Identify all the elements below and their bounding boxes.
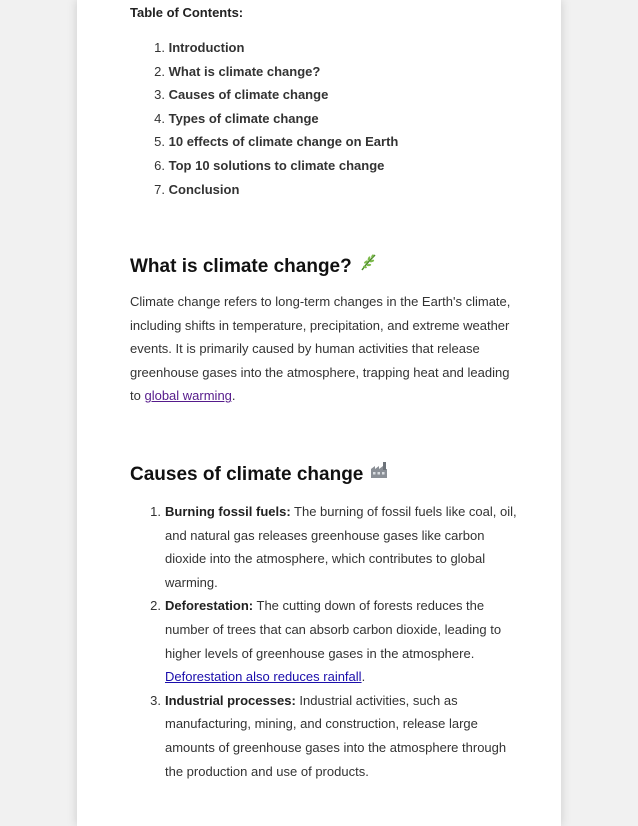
toc-number: 5.: [154, 134, 165, 150]
global-warming-link[interactable]: global warming: [144, 388, 232, 404]
toc-item-causes[interactable]: [130, 83, 510, 107]
toc-item-introduction[interactable]: [130, 36, 510, 60]
table-of-contents: [130, 36, 510, 201]
cause-text: The burning of fossil fuels like coal, oil, and natural gas releases greenhouse gases like carbon dioxide into the atmosphere, which contributes to global warming.: [165, 504, 517, 590]
cause-title: Deforestation:: [165, 598, 254, 614]
factory-icon: [369, 460, 389, 486]
toc-number: 1.: [154, 40, 165, 55]
toc-number: 4.: [154, 110, 165, 126]
cause-title: Burning fossil fuels:: [165, 504, 291, 519]
toc-label: Introduction: [168, 40, 245, 55]
toc-label: 10 effects of climate change on Earth: [168, 134, 399, 150]
cause-number: 3.: [150, 692, 161, 708]
section-heading-causes: [130, 462, 389, 488]
document-page: [77, 0, 561, 826]
toc-number: 2.: [154, 63, 165, 79]
toc-number: 3.: [154, 87, 165, 103]
toc-label: Top 10 solutions to climate change: [168, 157, 385, 173]
cause-title: Industrial processes:: [165, 692, 296, 708]
toc-item-types[interactable]: [130, 107, 510, 131]
heading-text: Causes of climate change: [130, 464, 364, 486]
toc-label: Types of climate change: [168, 110, 319, 126]
toc-label: Causes of climate change: [168, 87, 329, 103]
cause-number: 2.: [150, 598, 161, 614]
what-paragraph: [130, 290, 522, 408]
toc-label: Conclusion: [168, 181, 240, 197]
cause-number: 1.: [150, 504, 161, 519]
toc-item-effects[interactable]: [130, 130, 510, 154]
toc-title: Table of Contents:: [130, 5, 244, 20]
paragraph-end: .: [231, 388, 236, 404]
cause-item-industrial: [130, 689, 522, 783]
toc-label: What is climate change?: [168, 63, 321, 79]
deforestation-rainfall-link[interactable]: Deforestation also reduces rainfall: [165, 669, 362, 685]
section-heading-what-is-climate-change: [130, 254, 378, 280]
toc-item-what-is-climate-change[interactable]: [130, 60, 510, 84]
cause-text-end: .: [361, 669, 366, 685]
cause-text: The cutting down of forests reduces the number of trees that can absorb carbon dioxide, leading to higher levels of greenhouse gases in the atmosphere.: [165, 598, 502, 661]
causes-list: [130, 500, 522, 783]
toc-item-solutions[interactable]: [130, 154, 510, 178]
cause-item-fossil-fuels: [130, 500, 522, 594]
paragraph-text: Climate change refers to long-term changes in the Earth's climate, including shifts in temperature, precipitation, and extreme weather events. It is primarily caused by human activities that release greenhouse gases into the atmosphere, trapping heat and leading to: [130, 294, 511, 404]
heading-text: What is climate change?: [130, 256, 352, 278]
toc-number: 7.: [154, 181, 165, 197]
cause-item-deforestation: [130, 594, 522, 688]
toc-number: 6.: [154, 157, 165, 173]
toc-item-conclusion[interactable]: [130, 178, 510, 202]
herb-icon: [358, 252, 378, 278]
cause-text: Industrial activities, such as manufacturing, mining, and construction, release large amounts of greenhouse gases into the atmosphere through the production and use of products.: [165, 692, 507, 779]
